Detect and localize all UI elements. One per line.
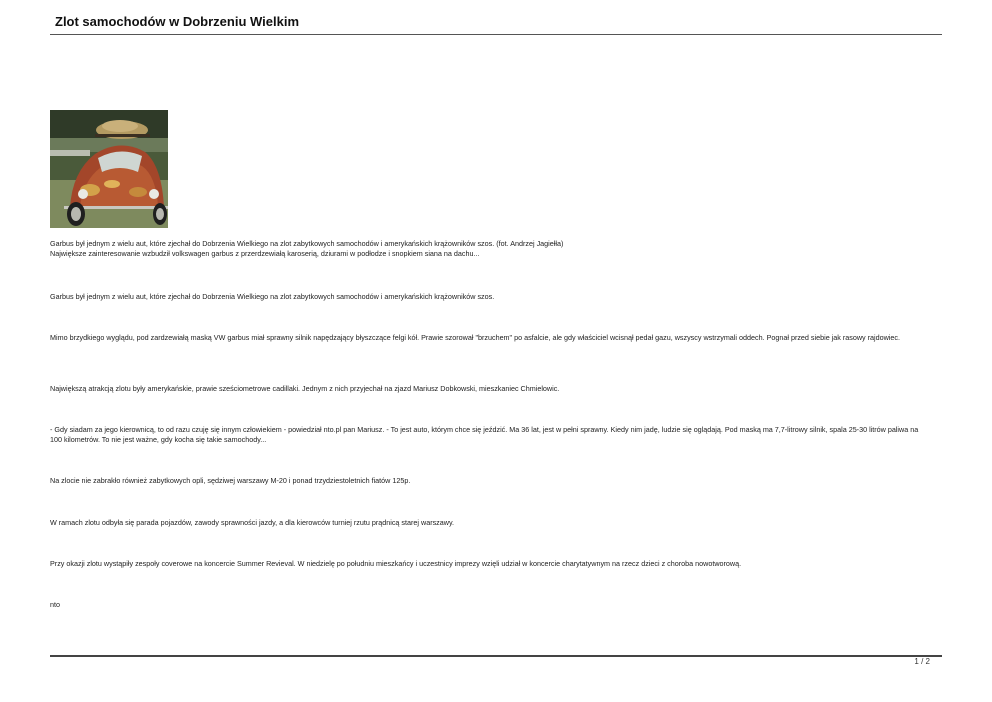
paragraph-3: Największą atrakcją zlotu były amerykańskie, prawie sześciometrowe cadillaki. Jednym z nich przyjechał na zjazd Mariusz Dobkowski, mieszkaniec Chmielowic. xyxy=(50,384,560,393)
paragraph-8: nto xyxy=(50,600,60,609)
paragraph-6: W ramach zlotu odbyła się parada pojazdów, zawody sprawności jazdy, a dla kierowców turniej rzutu prądnicą starej warszawy. xyxy=(50,518,455,527)
page-title: Zlot samochodów w Dobrzeniu Wielkim xyxy=(55,14,300,29)
caption-line-1: Garbus był jednym z wielu aut, które zjechał do Dobrzenia Wielkiego na zlot zabytkowych samochodów i amerykańskich krążowników szos. (fot. Andrzej Jagiełła) xyxy=(50,239,564,248)
photo-caption xyxy=(50,239,930,259)
paragraph-7: Przy okazji zlotu wystąpiły zespoły coverowe na koncercie Summer Revieval. W niedzielę po południu mieszkańcy i uczestnicy imprezy wzięli udział w koncercie charytatywnym na rzecz dzieci z choroba nowotworową. xyxy=(50,559,742,568)
paragraph-1: Garbus był jednym z wielu aut, które zjechał do Dobrzenia Wielkiego na zlot zabytkowych samochodów i amerykańskich krążowników szos. xyxy=(50,292,495,301)
caption-line-2: Największe zainteresowanie wzbudził volkswagen garbus z przerdzewiałą karoserią, dziurami w podłodze i snopkiem siana na dachu... xyxy=(50,249,480,258)
header-divider xyxy=(50,34,942,35)
paragraph-4: - Gdy siadam za jego kierownicą, to od razu czuję się innym człowiekiem - powiedział nto.pl pan Mariusz. - To jest auto, którym chce się jeździć. Ma 36 lat, jest w pełni sprawny. Kiedy nim jadę, ludzie się oglądają. Pod maską ma 7,7-litrowy silnik, spala 25-30 litrów paliwa na 100 kilometrów. To nie jest ważne, gdy kocha się takie samochody... xyxy=(50,425,919,444)
paragraph-2: Mimo brzydkiego wyglądu, pod zardzewiałą maską VW garbus miał sprawny silnik napędzający błyszczące felgi kół. Prawie szorował "brzuchem" po asfalcie, ale gdy właściciel wcisnął pedał gazu, wszyscy wstrzymali oddech. Pognał przed siebie jak rasowy rajdowiec. xyxy=(50,333,900,342)
footer-divider xyxy=(50,655,942,657)
paragraph-5: Na zlocie nie zabrakło również zabytkowych opli, sędziwej warszawy M-20 i ponad trzydziestoletnich fiatów 125p. xyxy=(50,476,411,485)
vw-beetle-photo xyxy=(50,110,168,228)
page-number: 1 / 2 xyxy=(914,657,930,666)
